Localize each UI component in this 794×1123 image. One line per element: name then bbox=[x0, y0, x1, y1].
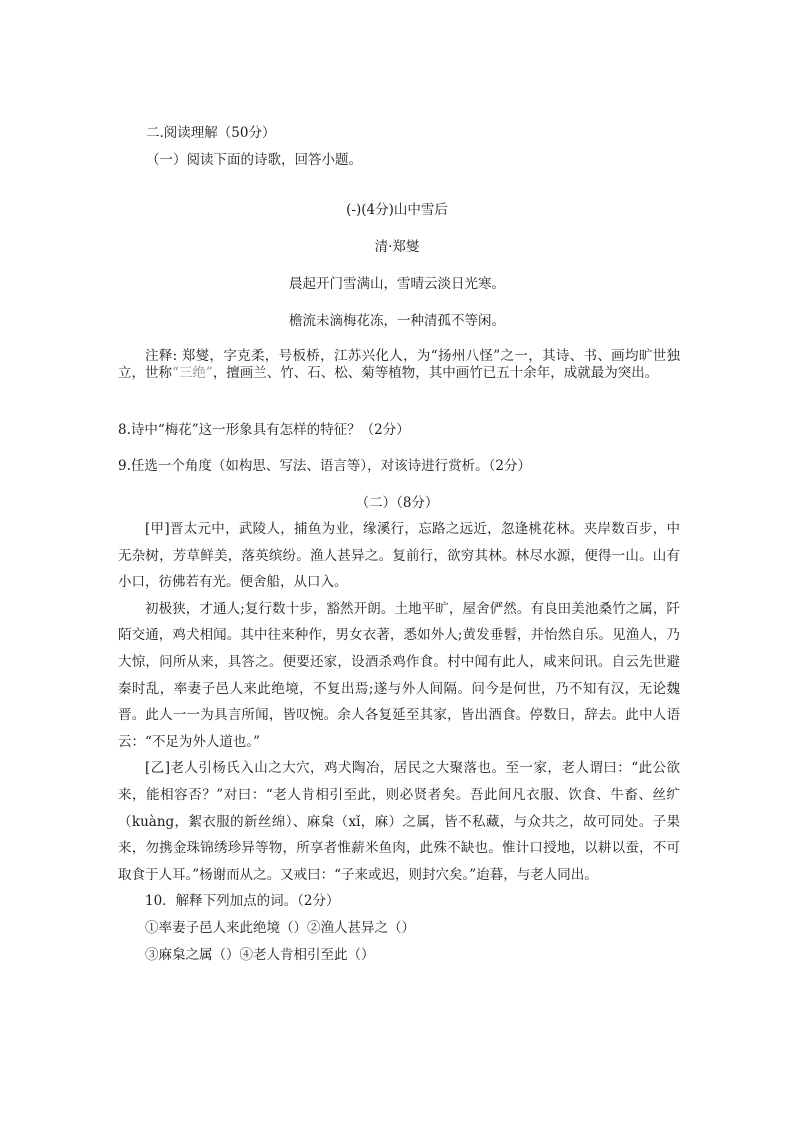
question-10-items-2: ③麻枲之属（）④老人肯相引至此（） bbox=[145, 946, 375, 963]
passage bbox=[118, 516, 680, 968]
question-10-items-1: ①率妻子邑人来此绝境（）②渔人甚异之（） bbox=[145, 919, 415, 936]
poem-line-1: 晨起开门雪满山，雪晴云淡日光寒。 bbox=[289, 276, 505, 292]
part2-title: （二）（8分） bbox=[355, 495, 439, 511]
section-subheading: （一）阅读下面的诗歌，回答小题。 bbox=[146, 152, 362, 168]
passage-jia-p1: [甲]晋太元中，武陵人，捕鱼为业，缘溪行，忘路之远近，忽逢桃花林。夹岸数百步，中无杂树，芳草鲜美，落英缤纷。渔人甚异之。复前行，欲穷其林。林尽水源，便得一山。山有小口，彷佛若有光。便舍船，从口入。 bbox=[118, 521, 680, 591]
annotation-text-1: 注释: 郑燮，字克柔，号板桥，江苏兴化人，为“扬州八怪”之一，其诗、书、画均旷世独立，世称 bbox=[118, 348, 680, 381]
question-9: 9.任选一个角度（如构思、写法、语言等），对该诗进行赏析。（2分） bbox=[118, 458, 531, 474]
annotation-quote: “三绝” bbox=[172, 365, 213, 381]
poem-author: 清·郑燮 bbox=[374, 239, 420, 255]
passage-jia-p2: 初极狭，才通人;复行数十步，豁然开朗。土地平旷，屋舍俨然。有良田美池桑竹之属，阡陌交通，鸡犬相闻。其中往来种作，男女衣著，悉如外人;黄发垂髫，并怡然自乐。见渔人，乃大惊，问所从来，具答之。便要还家，设酒杀鸡作食。村中闻有此人，咸来问讯。自云先世避秦时乱，率妻子邑人来此绝境，不复出焉;遂与外人间隔。问今是何世，乃不知有汉，无论魏晋。此人一一为具言所闻，皆叹惋。余人各复延至其家，皆出酒食。停数日，辞去。此中人语云：“不足为外人道也。” bbox=[118, 600, 680, 750]
annotation-text-2: ，擅画兰、竹、石、松、菊等植物，其中画竹已五十余年，成就最为突出。 bbox=[212, 365, 659, 381]
poem-annotation bbox=[118, 348, 680, 382]
section-heading: 二.阅读理解（50分） bbox=[146, 125, 276, 141]
poem-title: (-)(4分)山中雪后 bbox=[346, 202, 448, 218]
question-10: 10．解释下列加点的词。（2分） bbox=[145, 893, 340, 910]
poem-line-2: 檐流未滴梅花冻，一种清孤不等闲。 bbox=[289, 313, 505, 329]
passage-yi: [乙]老人引杨氏入山之大穴，鸡犬陶冶，居民之大聚落也。至一家，老人谓曰：“此公欲来，能相容否？”对曰：“老人肯相引至此，则必贤者矣。吾此间凡衣服、饮食、牛畜、丝纩（kuàng，絮衣服的新丝绵）、麻枲（xǐ，麻）之属，皆不私藏，与众共之，故可同处。子果来，勿携金珠锦绣珍异等物，所享者惟薪米鱼肉，此殊不缺也。惟计口授地，以耕以蚕，不可取食于人耳。”杨谢而从之。又戒曰：“子来或迟，则封穴矣。”迨暮，与老人同出。 bbox=[118, 760, 680, 883]
question-8: 8.诗中“梅花”这一形象具有怎样的特征？（2分） bbox=[118, 422, 410, 438]
